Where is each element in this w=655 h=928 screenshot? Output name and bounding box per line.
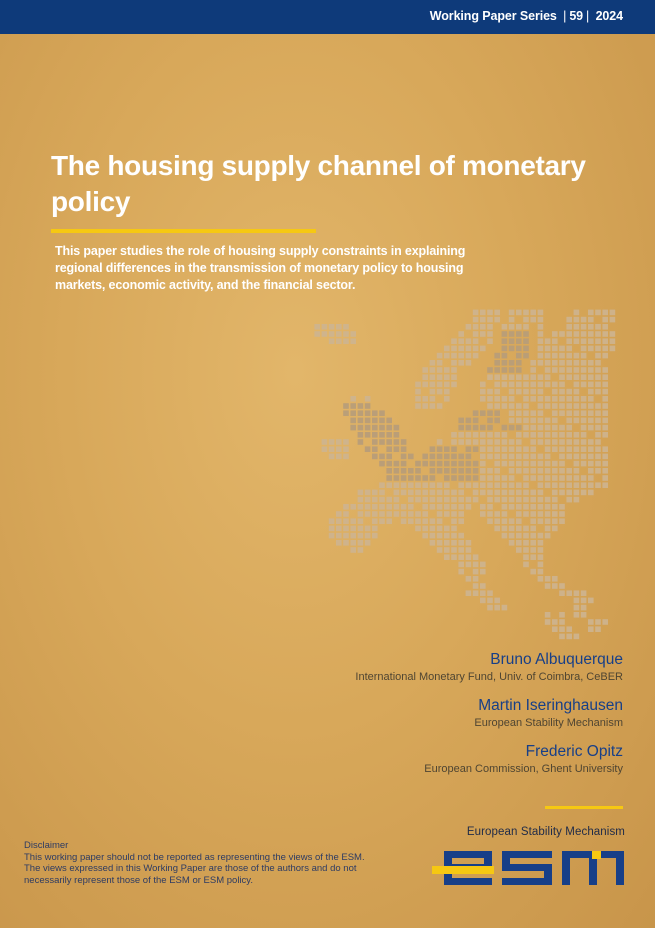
series-name: Working Paper Series <box>429 9 557 23</box>
author-affiliation: European Stability Mechanism <box>474 717 623 729</box>
author-name: Frederic Opitz <box>525 743 623 760</box>
author-affiliation: International Monetary Fund, Univ. of Coimbra, CeBER <box>355 671 623 683</box>
author-3 <box>263 742 623 776</box>
author-2 <box>263 696 623 730</box>
disclaimer-title: Disclaimer <box>24 840 69 851</box>
esm-logo-yellow-bar <box>432 866 494 874</box>
author-name: Martin Iseringhausen <box>478 697 623 714</box>
header-bar <box>0 0 655 34</box>
paper-title: The housing supply channel of monetary policy <box>51 150 586 217</box>
authors-underline <box>545 806 623 809</box>
series-separator: | <box>563 9 567 23</box>
series-info <box>430 9 623 23</box>
esm-logo <box>432 849 627 889</box>
esm-logo-yellow-square <box>592 851 601 859</box>
series-separator-2: | <box>586 9 590 23</box>
series-year: 2024 <box>595 9 623 23</box>
disclaimer <box>24 840 379 886</box>
author-list <box>263 650 623 788</box>
paper-abstract: This paper studies the role of housing supply constraints in explaining regional differences in the transmission of monetary policy to housing markets, economic activity, and the financial sector. <box>55 244 466 292</box>
author-1 <box>263 650 623 684</box>
europe-map-icon <box>300 300 630 670</box>
disclaimer-text: This working paper should not be reported as representing the views of the ESM. The views expressed in this Working Paper are those of the authors and do not necessarily represent those of the ESM or ESM policy. <box>24 851 365 886</box>
series-number: 59 <box>569 9 584 23</box>
esm-logo-s <box>502 851 552 885</box>
author-name: Bruno Albuquerque <box>490 651 623 668</box>
author-affiliation: European Commission, Ghent University <box>424 763 623 775</box>
title-underline <box>51 229 316 233</box>
publisher-name: European Stability Mechanism <box>466 826 625 838</box>
